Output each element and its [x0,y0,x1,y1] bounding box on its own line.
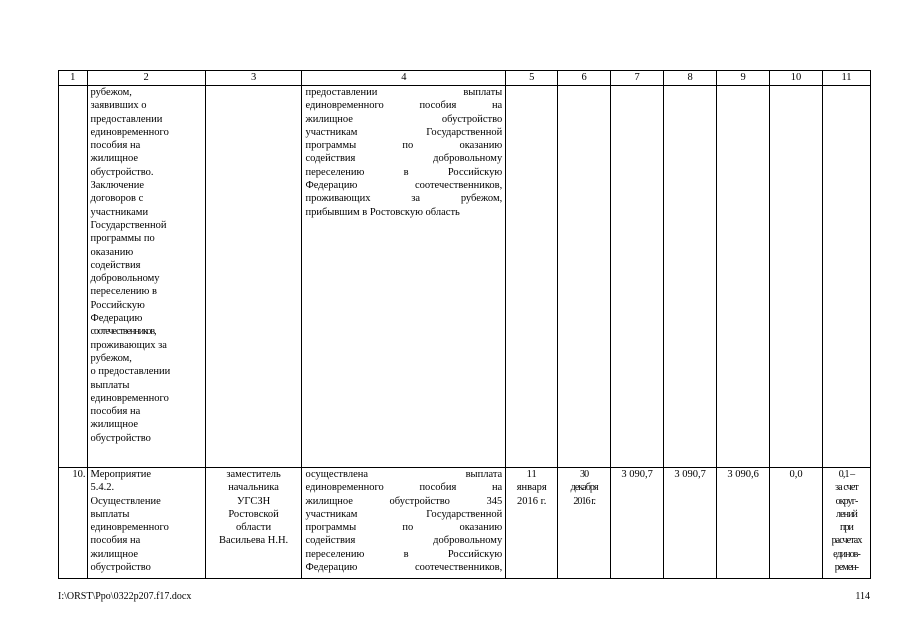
empty-cell [823,86,871,468]
header-cell: 11 [823,71,871,86]
cell-line: единовременного [90,392,169,404]
cell-line: Мероприятие [90,469,152,480]
cell-line: единовременного пособия на [305,482,503,494]
cell-line: предоставлении [90,113,163,125]
empty-cell [664,86,717,468]
note-cell [823,468,871,579]
header-cell: 6 [558,71,611,86]
cell-line: содействия [90,259,141,271]
cell-line: жилищное [90,153,138,165]
cell-line: 0,1 – [838,469,855,480]
cell-line: 11 [526,469,537,480]
cell-line: расчетах [831,535,862,547]
actual-amount-cell: 3 090,6 [717,468,770,579]
file-path: I:\ORST\Ppo\0322p207.f17.docx [58,591,192,602]
cell-line: единовременного [90,522,169,534]
empty-cell [717,86,770,468]
table-row [59,86,871,468]
cell-line: программы по оказанию [305,140,503,152]
cell-line: о предоставлении [90,366,171,378]
page-number: 114 [855,591,870,602]
planned-amount-cell: 3 090,7 [611,468,664,579]
cell-line: января [516,482,547,494]
cell-line: начальника [228,482,279,494]
cell-line: заместитель [226,469,281,480]
responsible-cell [205,468,302,579]
cell-line: Российскую [90,299,145,311]
header-cell: 10 [770,71,823,86]
cell-line: Федерацию [90,313,143,325]
cell-line: заявивших о [90,100,147,112]
cell-line: обустройство [90,562,151,574]
table-header-row [59,71,871,86]
remaining-amount-cell: 0,0 [770,468,823,579]
cell-line: переселению в Российскую [305,166,503,178]
cell-line: 30 [580,469,589,480]
cell-line: 5.4.2. [90,482,115,494]
header-cell: 7 [611,71,664,86]
cell-line: прибывшим в Ростовскую область [305,206,460,218]
cell-line: оказанию [90,246,134,258]
cell-line: единовременного пособия на [305,100,503,112]
cell-line: при [840,522,854,534]
cell-line: жилищное [90,419,138,431]
cell-line: декабря [570,482,598,494]
cell-line: пособия на [90,406,141,418]
plan-table [58,70,871,579]
cell-line: программы по [90,233,155,245]
cell-line: участникам Государственной [305,508,503,520]
cell-line: Осуществление [90,495,161,507]
cell-line: Васильева Н.Н. [219,535,289,547]
cell-line: за счет [835,482,858,494]
row-number-cell: 10. [59,468,88,579]
cell-line: обустройство. [90,166,154,178]
header-cell: 2 [87,71,205,86]
cell-line: лений [836,508,857,520]
cell-line: рубежом, [90,352,132,364]
cell-line: участниками [90,206,149,218]
cell-line: жилищное обустройство [305,113,503,125]
allocated-amount-cell: 3 090,7 [664,468,717,579]
header-cell: 1 [59,71,88,86]
event-description-cell [87,468,205,579]
cell-line: добровольному [90,273,160,285]
cell-line: ремен- [834,562,859,574]
cell-line: выплаты [90,379,130,391]
cell-line: жилищное [90,548,138,560]
header-cell: 5 [506,71,558,86]
responsible-cell [205,86,302,468]
cell-line: Федерацию соотечественников, [305,180,503,192]
cell-line: Ростовской [228,508,279,520]
cell-line: содействия добровольному [305,153,503,165]
table-row [59,468,871,579]
cell-line: обустройство [90,432,151,444]
cell-line: выплаты [90,508,130,520]
cell-line: программы по оказанию [305,522,503,534]
empty-cell [611,86,664,468]
cell-line: проживающих за рубежом, [305,193,503,205]
cell-line: договоров с [90,193,144,205]
header-cell: 3 [205,71,302,86]
cell-line: 2016 г. [517,495,547,507]
cell-line: жилищное обустройство 345 [305,495,503,507]
header-cell: 8 [664,71,717,86]
end-date-cell [558,468,611,579]
cell-line: единов- [833,548,860,560]
row-number-cell [59,86,88,468]
cell-line: округ- [835,495,858,507]
cell-line: осуществлена выплата [305,469,503,480]
cell-line: переселению в Российскую [305,548,503,560]
cell-line: рубежом, [90,87,132,98]
cell-line: области [236,522,272,534]
empty-cell [558,86,611,468]
cell-line: предоставлении выплаты [305,87,503,98]
expected-result-cell [302,86,506,468]
empty-cell [506,86,558,468]
cell-line: Федерацию соотечественников, [305,562,503,574]
cell-line: содействия добровольному [305,535,503,547]
cell-line: переселению в [90,286,157,298]
actual-result-cell [302,468,506,579]
cell-line: УГСЗН [236,495,271,507]
header-cell: 4 [302,71,506,86]
cell-line: Заключение [90,180,145,192]
event-description-cell [87,86,205,468]
cell-line: Государственной [90,219,167,231]
empty-cell [770,86,823,468]
cell-line: пособия на [90,535,141,547]
cell-line: проживающих за [90,339,167,351]
header-cell: 9 [717,71,770,86]
cell-line: единовременного [90,126,169,138]
cell-line: соотечественников, [90,326,156,338]
start-date-cell [506,468,558,579]
cell-line: пособия на [90,140,141,152]
cell-line: 2016 г. [573,495,595,507]
cell-line: участникам Государственной [305,126,503,138]
